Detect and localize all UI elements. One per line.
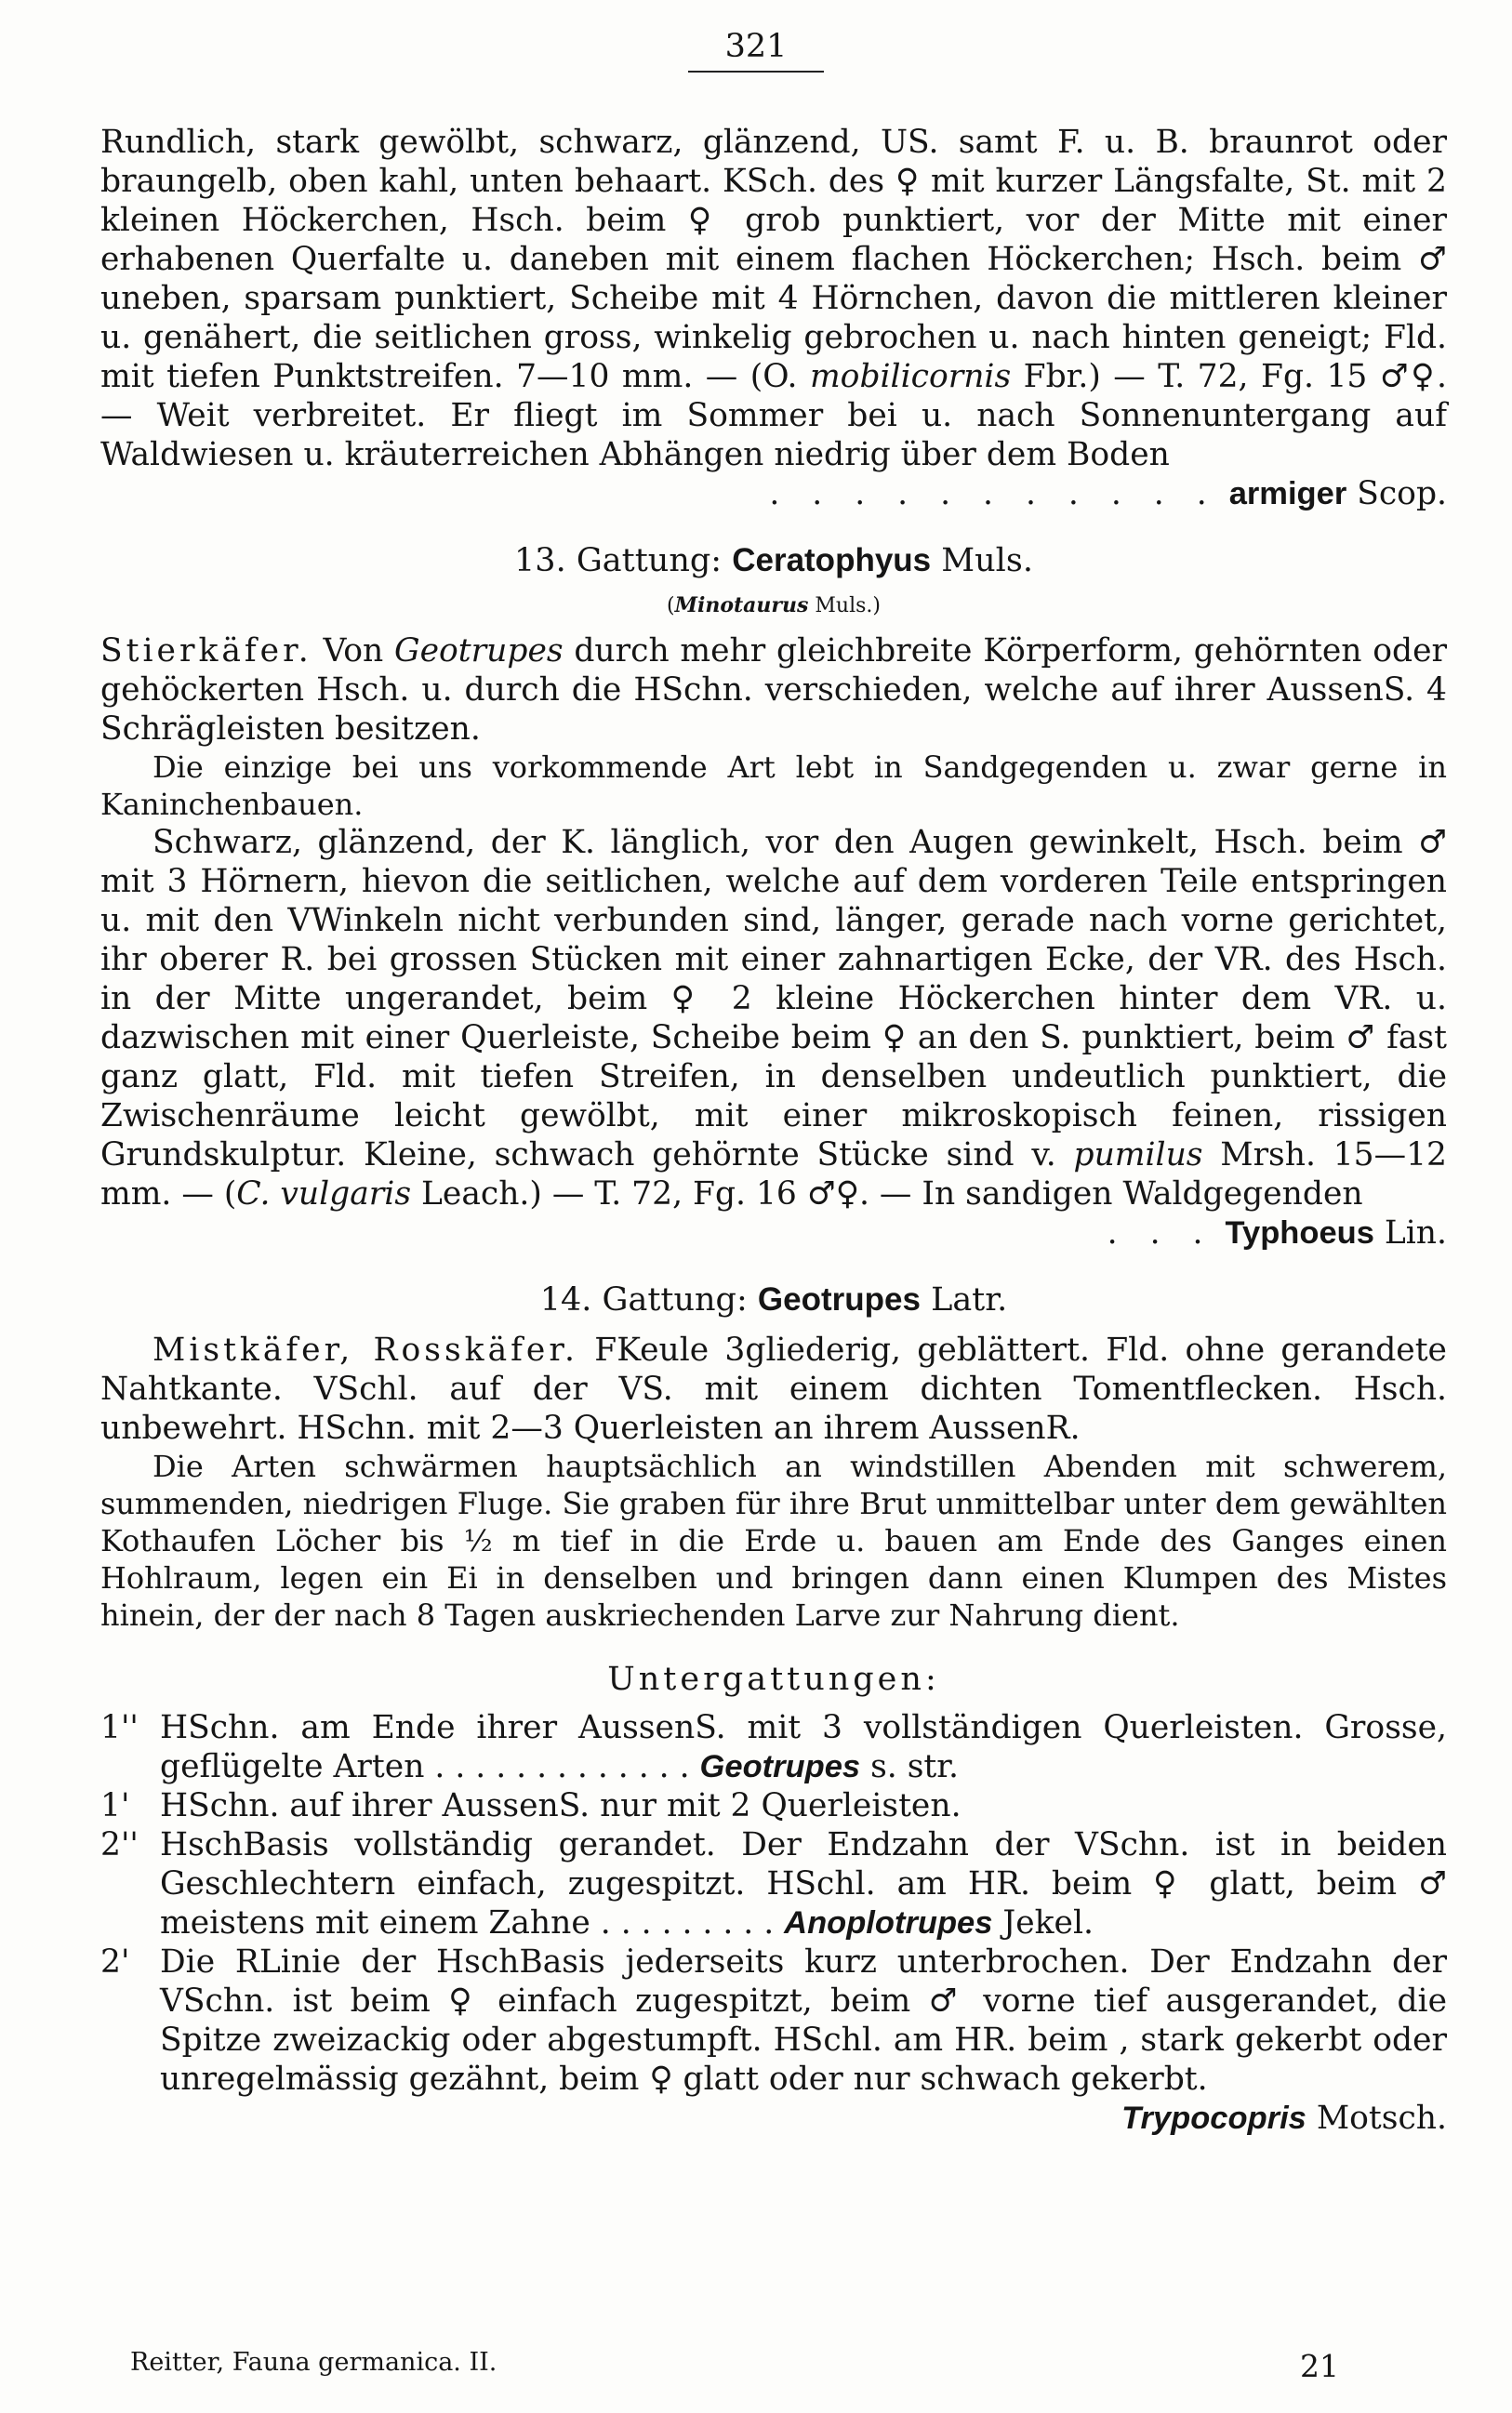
geotrupes-note: Die Arten schwärmen hauptsächlich an windstillen Abenden mit schwerem, summenden, niedrigen Fluge. Sie graben für ihre Brut unmittelbar unter dem gewählten Kothaufen Löcher bis ½ m tief in die Erde u. bauen am Ende des Ganges einen Hohlraum, legen ein Ei in denselben und bringen dann einen Klumpen des Mistes hinein, der der nach 8 Tagen auskriechenden Larve zur Nahrung dient. [100,1449,1447,1633]
genus-name: Ceratophyus [732,542,932,578]
key-item: 1'' HSchn. am Ende ihrer AussenS. mit 3 vollständigen Querleisten. Grosse, geflügelte Arten . . . . . . . . . . . . . Geotrupes s. str. [100,1709,1447,1785]
key-item: 2'' HschBasis vollständig gerandet. Der Endzahn der VSchn. ist in beiden Geschlechtern einfach, zugespitzt. HSchl. am HR. beim ♀ glatt, beim ♂ meistens mit einem Zahne . . . . . . . . . Anoplotrupes Jekel. [100,1826,1447,1942]
armiger-text-2: — (O. [705,358,810,395]
armiger-synonym: mobilicornis [809,358,1012,395]
trypocopris-line: Trypocopris Motsch. [1121,2100,1447,2137]
page-footer [130,2348,1339,2384]
ceratophyus-intro: Stierkäfer. Von Geotrupes durch mehr gleichbreite Körperform, gehörnten oder gehöckerten Hsch. u. durch die HSchn. verschieden, welche auf ihrer AussenS. 4 Schrägleisten besitzen. [100,632,1448,748]
species-typhoeus: Typhoeus [1225,1215,1374,1251]
species-armiger: armiger [1228,476,1347,511]
ceratophyus-note: Die einzige bei uns vorkommende Art lebt in Sandgegenden u. zwar gerne in Kaninchenbauen. [100,749,1447,822]
page-number: 321 [688,28,825,73]
key-item: 1' HSchn. auf ihrer AussenS. nur mit 2 Querleisten. [100,1787,962,1824]
genus-author: Latr. [931,1281,1008,1319]
armiger-text-3: Fbr.) — T. 72, Fg. 15 ♂♀. — Weit verbreitet. Er fliegt im Sommer bei u. nach Sonnenuntergang auf Waldwiesen u. kräuterreichen Abhängen niedrig über dem Boden [100,358,1447,473]
typhoeus-description: Schwarz, glänzend, der K. länglich, vor den Augen gewinkelt, Hsch. beim ♂ mit 3 Hörnern, hievon die seitlichen, welche auf dem vorderen Teile entspringen u. mit den VWinkeln nicht verbunden sind, länger, gerade nach vorne gerichtet, ihr oberer R. bei grossen Stücken mit einer zahnartigen Ecke, der VR. des Hsch. in der Mitte ungerandet, beim ♀ 2 kleine Höckerchen hinter dem VR. u. dazwischen mit einer Querleiste, Scheibe beim ♀ an den S. punktiert, beim ♂ fast ganz glatt, Fld. mit tiefen Streifen, in denselben undeutlich punktiert, die Zwischenräume leicht gewölbt, mit einer mikroskopisch feinen, rissigen Grundskulptur. Kleine, schwach gehörnte Stücke sind v. pumilus Mrsh. 15—12 mm. — (C. vulgaris Leach.) — T. 72, Fg. 16 ♂♀. — In sandigen Waldgegenden [100,824,1447,1213]
geotrupes-intro: Mistkäfer, Rosskäfer. FKeule 3gliederig, geblättert. Fld. ohne gerandete Nahtkante. VSchl. auf der VS. mit einem dichten Tomentflecken. Hsch. unbewehrt. HSchn. mit 2—3 Querleisten an ihrem AussenR. [100,1332,1447,1447]
typhoeus-species-line: . . . Typhoeus Lin. [1107,1214,1447,1252]
genus-heading-14: 14. Gattung: Geotrupes Latr. [539,1281,1008,1319]
armiger-species-line: . . . . . . . . . . . armiger Scop. [769,475,1447,512]
armiger-text: Rundlich, stark gewölbt, schwarz, glänzend, US. samt F. u. B. braunrot oder braungelb, oben kahl, unten behaart. KSch. des ♀ mit kurzer Längsfalte, St. mit 2 kleinen Höckerchen, Hsch. beim ♀ grob punktiert, vor der Mitte mit einer erhabenen Querfalte u. daneben mit einem flachen Höckerchen; Hsch. beim ♂ uneben, sparsam punktiert, Scheibe mit 4 Hörnchen, davon die mittleren kleiner u. genähert, die seitlichen gross, winkelig gebrochen u. nach hinten geneigt; Fld. mit tiefen Punktstreifen. 7—10 mm. [100,124,1447,395]
footer-source: Reitter, Fauna germanica. II. [130,2348,497,2377]
genus-synonym: (Minotaurus Muls.) [667,593,881,617]
common-name: Stierkäfer. [100,632,312,670]
genus-name: Geotrupes [757,1281,921,1318]
armiger-description [100,123,1447,474]
genus-author: Muls. [941,542,1033,579]
species-author: Scop. [1357,475,1447,512]
signature-number: 21 [1300,2348,1339,2384]
subgenera-heading: Untergattungen: [607,1661,940,1698]
common-name: Mistkäfer, Rosskäfer. [153,1332,579,1369]
page-body [100,123,1447,2138]
key-item: 2' Die RLinie der HschBasis jederseits kurz unterbrochen. Der Endzahn der VSchn. ist beim ♀ einfach zugespitzt, beim ♂ vorne tief ausgerandet, die Spitze zweizackig oder abgestumpft. HSchl. am HR. beim , stark gekerbt oder unregelmässig gezähnt, beim ♀ glatt oder nur schwach gekerbt. [100,1943,1447,2098]
genus-heading-13: 13. Gattung: Ceratophyus Muls. [514,542,1033,579]
page-header [0,28,1512,73]
